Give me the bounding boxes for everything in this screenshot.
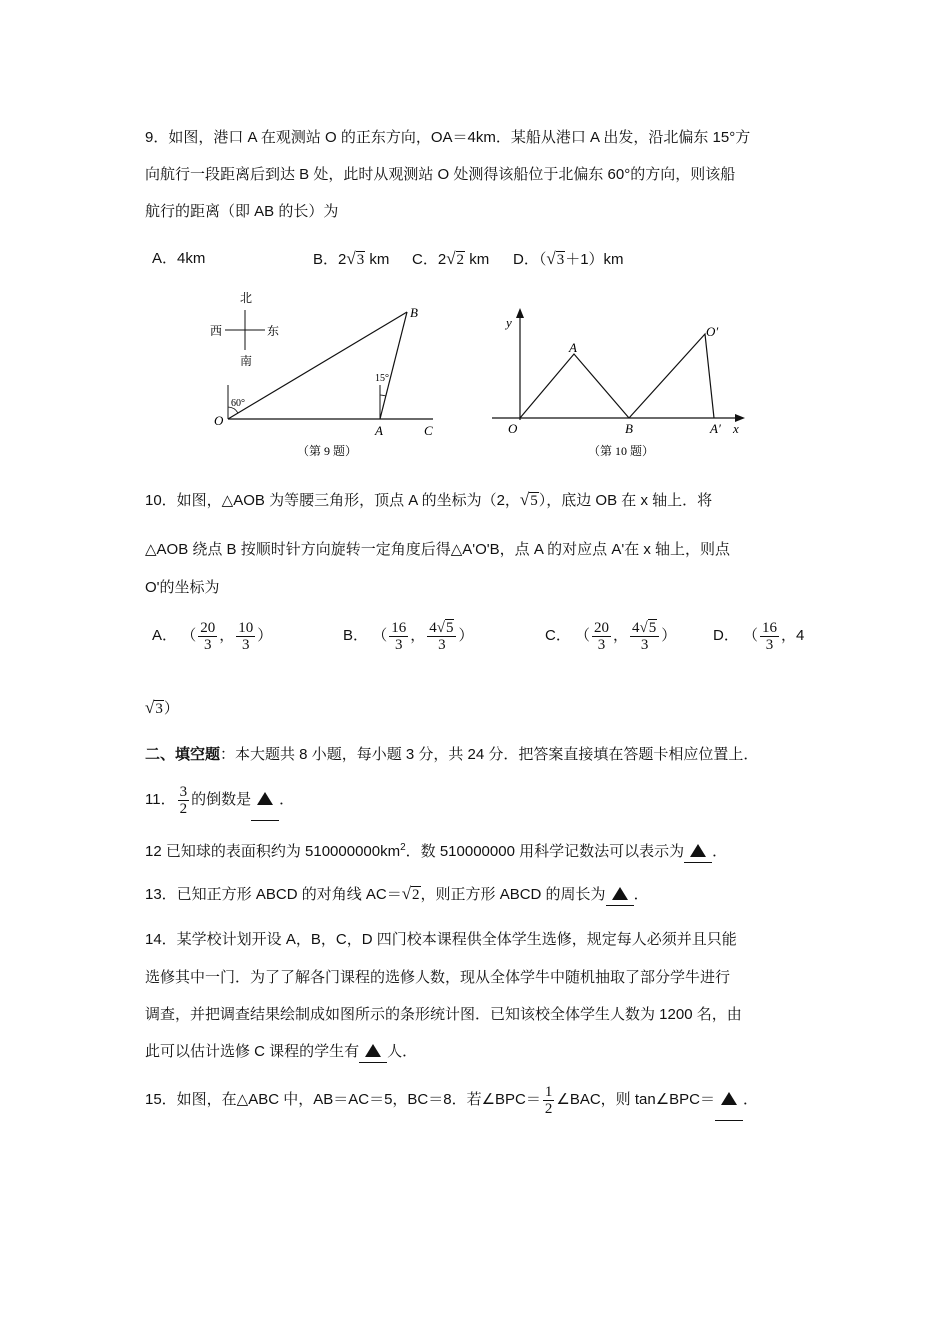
q10-option-d — [713, 616, 804, 656]
q10-option-d-label: D． — [713, 627, 739, 644]
paren-left: （ — [181, 627, 197, 644]
q9-option-d-radicand: 3 — [556, 252, 565, 268]
numerator: 16 — [391, 619, 407, 636]
q11-number: 11． — [145, 791, 176, 808]
denominator: 3 — [640, 636, 649, 653]
q14-line4-suffix: 人． — [387, 1043, 418, 1060]
denominator: 3 — [394, 636, 403, 653]
section-2-description: ：本大题共 8 小题，每小题 3 分，共 24 分．把答案直接填在答题卡相应位置上． — [220, 746, 759, 763]
denominator: 3 — [241, 636, 250, 653]
label-b: B — [410, 305, 418, 320]
paren-right: ） — [257, 627, 273, 644]
q10-option-d-wrap — [145, 698, 179, 719]
q10-line1 — [145, 490, 712, 511]
q10-option-c — [545, 616, 676, 656]
q9-line1: 9．如图，港口 A 在观测站 O 的正东方向，OA＝4km．某船从港口 A 出发，沿北偏东 15°方 — [145, 129, 751, 146]
triangle-icon — [257, 792, 273, 805]
q15-text-prefix: 15．如图，在△ABC 中，AB＝AC＝5，BC＝8．若∠BPC＝ — [145, 1091, 541, 1108]
coefficient: 4 — [632, 619, 640, 636]
figure-9 — [200, 285, 450, 460]
q12-text-prefix: 12 已知球的表面积约为 510000000km — [145, 843, 401, 860]
q10-option-d-tail: ，4 — [781, 627, 805, 644]
label-o-prime: O′ — [706, 324, 719, 339]
q10-line1-radicand: 5 — [530, 493, 538, 509]
fraction — [760, 620, 779, 653]
figure-10 — [488, 305, 758, 460]
radicand: 5 — [648, 619, 657, 636]
label-o: O — [508, 421, 518, 436]
numerator: 20 — [594, 619, 610, 636]
q9-line3: 航行的距离（即 AB 的长）为 — [145, 203, 339, 220]
compass-rose — [225, 310, 265, 350]
q12-end: ． — [712, 843, 728, 860]
q10-option-b — [343, 616, 473, 656]
q9-option-c-prefix: C．2 — [412, 251, 447, 268]
q10-option-d-close: ） — [163, 700, 179, 717]
comma: ， — [219, 627, 235, 644]
answer-blank — [715, 1080, 743, 1121]
q9-option-a: A．4km — [152, 250, 206, 267]
q9-option-b-radicand: 3 — [356, 252, 365, 268]
label-a: A — [375, 423, 383, 438]
numerator: 20 — [200, 619, 216, 636]
denominator: 3 — [203, 636, 212, 653]
triangle-a2o2b — [629, 334, 714, 418]
q9-option-c — [412, 249, 489, 270]
fraction — [427, 620, 456, 653]
numerator: 1 — [544, 1083, 553, 1100]
triangle-aob — [520, 354, 629, 418]
q14-line3: 调查，并把调查结果绘制成如图所示的条形统计图．已知该校全体学生人数为 1200 名，由 — [145, 1006, 742, 1023]
numerator: 3 — [179, 783, 188, 800]
q9-option-d — [513, 249, 624, 270]
q15-text-suffix: ∠BAC，则 tan∠BPC＝ — [556, 1091, 715, 1108]
numerator — [630, 620, 659, 637]
sqrt-symbol: √3 — [145, 698, 163, 717]
angle-label-15: 15° — [375, 373, 389, 384]
q10-option-a-label: A． — [152, 627, 178, 644]
q9-option-b-prefix: B．2 — [313, 251, 347, 268]
denominator: 2 — [179, 800, 188, 817]
y-axis-arrow-icon — [516, 308, 524, 318]
comma: ， — [613, 627, 629, 644]
triangle-icon — [721, 1092, 737, 1105]
paren-left: （ — [372, 627, 388, 644]
q15-end: ． — [743, 1091, 759, 1108]
q9-option-b-unit: km — [369, 251, 390, 268]
compass-west: 西 — [210, 324, 223, 338]
label-a: A — [569, 340, 577, 355]
denominator: 2 — [544, 1100, 553, 1117]
q10-line3: O'的坐标为 — [145, 579, 220, 596]
q9-option-c-radicand: 2 — [456, 252, 465, 268]
label-o: O — [214, 413, 224, 428]
q15 — [145, 1080, 758, 1121]
coefficient: 4 — [429, 619, 437, 636]
angle-arc-15 — [380, 395, 386, 396]
angle-label-60: 60° — [231, 398, 245, 409]
label-c: C — [424, 423, 433, 438]
paren-left: （ — [575, 627, 591, 644]
label-y: y — [506, 315, 512, 330]
paren-right: ） — [458, 627, 474, 644]
fraction — [543, 1084, 555, 1117]
denominator: 3 — [597, 636, 606, 653]
sqrt-symbol: √3 — [546, 249, 565, 268]
q9-option-c-unit: km — [469, 251, 490, 268]
comma: ， — [410, 627, 426, 644]
label-b: B — [625, 421, 633, 436]
denominator: 3 — [438, 636, 446, 653]
label-a-prime: A′ — [710, 421, 721, 436]
q14-line4-prefix: 此可以估计选修 C 课程的学生有 — [145, 1043, 360, 1060]
section-2-heading: 二、填空题 — [145, 746, 221, 763]
q10-option-c-label: C． — [545, 627, 571, 644]
fraction — [592, 620, 611, 653]
label-x: x — [733, 421, 739, 436]
q13 — [145, 884, 649, 906]
segment-ab — [380, 312, 407, 419]
sqrt-symbol: √5 — [639, 619, 657, 636]
numerator — [427, 620, 456, 637]
answer-blank — [359, 1042, 387, 1063]
numerator: 10 — [238, 619, 254, 636]
q11-text: 的倒数是 — [191, 791, 252, 808]
q11 — [145, 780, 294, 821]
sqrt-symbol: √3 — [346, 249, 365, 268]
answer-blank — [684, 842, 712, 863]
answer-blank — [251, 780, 279, 821]
sqrt-symbol: √2 — [401, 884, 420, 903]
q12-text-suffix: ．数 510000000 用科学记数法可以表示为 — [405, 843, 685, 860]
q11-end: ． — [279, 791, 295, 808]
sqrt-symbol: √2 — [446, 249, 465, 268]
sqrt-symbol: √5 — [436, 619, 454, 636]
triangle-icon — [365, 1044, 381, 1057]
fraction — [198, 620, 217, 653]
fraction — [178, 784, 190, 817]
compass-south: 南 — [240, 354, 253, 368]
fraction — [389, 620, 408, 653]
radicand: 5 — [445, 619, 454, 636]
compass-east: 东 — [267, 324, 280, 338]
q13-text-prefix: 13．已知正方形 ABCD 的对角线 AC＝ — [145, 886, 402, 903]
answer-blank — [606, 885, 634, 906]
q13-radicand: 2 — [412, 887, 420, 903]
denominator: 3 — [765, 636, 774, 653]
q14-line1: 14．某学校计划开设 A，B，C，D 四门校本课程供全体学生选修，规定每人必须并且只能 — [145, 931, 737, 948]
q10-line1-suffix: ），底边 OB 在 x 轴上．将 — [538, 492, 713, 509]
q10-line1-prefix: 10．如图，△AOB 为等腰三角形，顶点 A 的坐标为（2， — [145, 492, 520, 509]
paren-left: （ — [743, 627, 759, 644]
paren-right: ） — [661, 627, 677, 644]
sqrt-symbol: √5 — [519, 490, 538, 509]
q13-end: ． — [633, 886, 649, 903]
section-2-header — [145, 745, 758, 765]
q13-text-suffix: ，则正方形 ABCD 的周长为 — [420, 886, 606, 903]
q9-line2: 向航行一段距离后到达 B 处，此时从观测站 O 处测得该船位于北偏东 60°的方向，则该船 — [145, 166, 736, 183]
q10-option-b-label: B． — [343, 627, 369, 644]
q14-line2: 选修其中一门．为了了解各门课程的选修人数，现从全体学牛中随机抽取了部分学牛进行 — [145, 969, 731, 986]
q9-option-b — [313, 249, 389, 270]
q9-option-d-prefix: D．（ — [513, 251, 547, 268]
q10-option-a — [152, 616, 272, 656]
compass-north: 北 — [240, 291, 253, 305]
triangle-icon — [690, 844, 706, 857]
q12-superscript: 2 — [400, 842, 406, 853]
fraction — [630, 620, 659, 653]
q10-line2: △AOB 绕点 B 按顺时针方向旋转一定角度后得△A'O'B，点 A 的对应点 A'在 x 轴上，则点 — [145, 541, 731, 558]
triangle-icon — [612, 887, 628, 900]
q9-option-d-suffix: ＋1）km — [565, 251, 624, 268]
figure-9-caption: （第 9 题） — [297, 444, 358, 458]
figure-10-caption: （第 10 题） — [588, 444, 655, 458]
q12 — [145, 838, 727, 863]
q14-line4 — [145, 1042, 417, 1063]
q10-option-d-radicand: 3 — [155, 701, 163, 717]
fraction — [236, 620, 255, 653]
numerator: 16 — [762, 619, 778, 636]
